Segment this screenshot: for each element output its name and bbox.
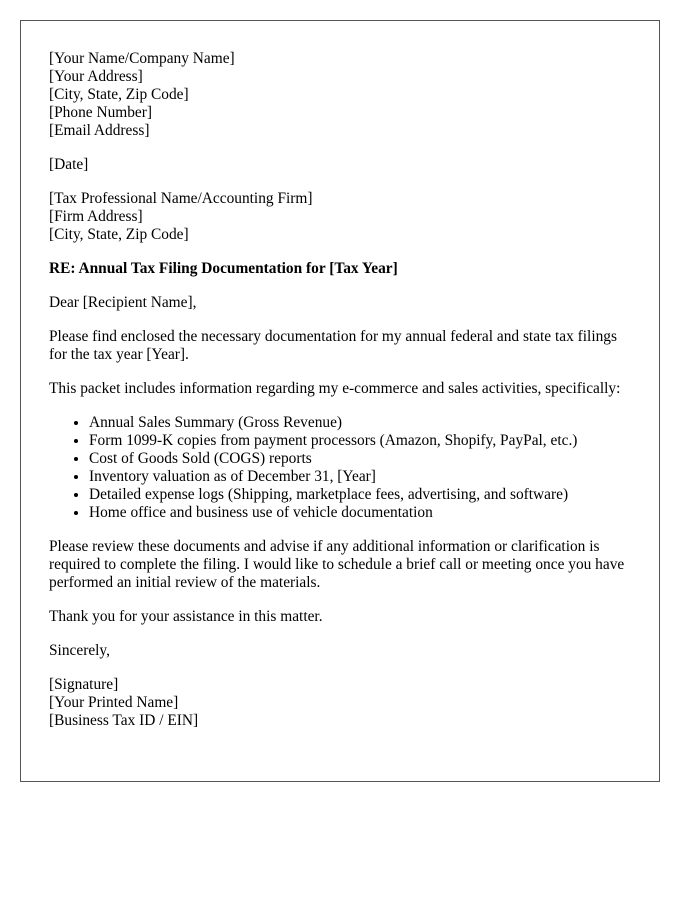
- signature-placeholder: [Signature]: [49, 676, 119, 693]
- list-item: • Cost of Goods Sold (COGS) reports: [89, 450, 631, 468]
- letter-page: [20, 20, 660, 782]
- closing: Sincerely,: [49, 642, 110, 659]
- sender-block: [49, 50, 631, 140]
- body-paragraph-3: Please review these documents and advise if any additional information or clarification is required to complete the filing. I would like to schedule a brief call or meeting once you have performed an initial review of the materials.: [49, 538, 625, 591]
- sender-name: [Your Name/Company Name]: [49, 50, 235, 67]
- subject-line: RE: Annual Tax Filing Documentation for [Tax Year]: [49, 260, 398, 277]
- sender-city-state-zip: [City, State, Zip Code]: [49, 86, 189, 103]
- documents-list: [49, 414, 631, 522]
- list-item: • Form 1099-K copies from payment processors (Amazon, Shopify, PayPal, etc.): [89, 432, 631, 450]
- list-item: • Annual Sales Summary (Gross Revenue): [89, 414, 631, 432]
- list-item: • Detailed expense logs (Shipping, marketplace fees, advertising, and software): [89, 486, 631, 504]
- recipient-block: [49, 190, 631, 244]
- printed-name: [Your Printed Name]: [49, 694, 179, 711]
- signature-block: [49, 676, 631, 730]
- body-paragraph-4: Thank you for your assistance in this matter.: [49, 608, 323, 625]
- business-tax-id: [Business Tax ID / EIN]: [49, 712, 199, 729]
- list-item: • Inventory valuation as of December 31, [Year]: [89, 468, 631, 486]
- recipient-city-state-zip: [City, State, Zip Code]: [49, 226, 189, 243]
- salutation: Dear [Recipient Name],: [49, 294, 197, 311]
- sender-address: [Your Address]: [49, 68, 143, 85]
- letter-date: [Date]: [49, 156, 89, 173]
- body-paragraph-2: This packet includes information regarding my e-commerce and sales activities, specifically:: [49, 380, 621, 397]
- sender-phone: [Phone Number]: [49, 104, 153, 121]
- list-item: • Home office and business use of vehicle documentation: [89, 504, 631, 522]
- recipient-name: [Tax Professional Name/Accounting Firm]: [49, 190, 313, 207]
- sender-email: [Email Address]: [49, 122, 150, 139]
- recipient-address: [Firm Address]: [49, 208, 143, 225]
- date-block: [49, 156, 631, 174]
- body-paragraph-1: Please find enclosed the necessary documentation for my annual federal and state tax filings for the tax year [Year].: [49, 328, 617, 363]
